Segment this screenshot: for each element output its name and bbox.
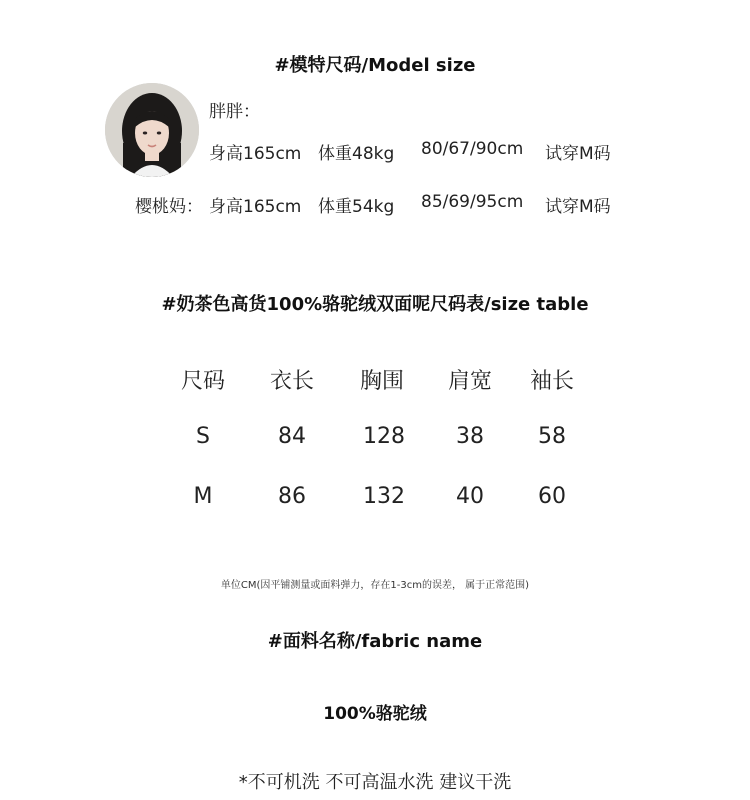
model-1-tried-size: 试穿M码 [545, 144, 611, 164]
size-table-header-sleeve: 袖长 [529, 369, 574, 394]
model-avatar [105, 83, 199, 177]
size-table-cell: 86 [278, 484, 306, 509]
size-table-cell: M [193, 484, 213, 509]
model-1-measurements: 80/67/90cm [421, 139, 524, 159]
size-table-cell: 132 [363, 484, 405, 509]
size-table-header-length: 衣长 [269, 369, 314, 394]
model-1-height: 身高165cm [209, 144, 302, 164]
size-table-note: 单位CM(因平铺测量或面料弹力，存在1-3cm的误差， 属于正常范围) [220, 580, 530, 591]
size-table-cell: 84 [278, 424, 306, 449]
fabric-name-value: 100%骆驼绒 [323, 704, 427, 724]
size-table-cell: 60 [538, 484, 566, 509]
size-table-header-size: 尺码 [180, 369, 225, 394]
size-table-cell: 38 [456, 424, 484, 449]
model-2-measurements: 85/69/95cm [421, 192, 524, 212]
fabric-name-heading: #面料名称/fabric name [267, 631, 483, 652]
size-table-cell: 128 [363, 424, 405, 449]
care-instructions: *不可机洗 不可高温水洗 建议干洗 [238, 772, 512, 793]
size-table-cell: 58 [538, 424, 566, 449]
model-photo-image [105, 83, 199, 177]
size-table-header-shoulder: 肩宽 [447, 369, 492, 394]
model-2-height: 身高165cm [209, 197, 302, 217]
model-size-heading: #模特尺码/Model size [274, 55, 476, 76]
size-table-cell: 40 [456, 484, 484, 509]
model-2-name: 樱桃妈： [135, 197, 203, 217]
size-table-header-bust: 胸围 [359, 369, 404, 394]
size-table-cell: S [196, 424, 210, 449]
model-1-weight: 体重48kg [318, 144, 395, 164]
size-table-heading: #奶茶色高货100%骆驼绒双面呢尺码表/size table [161, 294, 589, 315]
model-2-weight: 体重54kg [318, 197, 395, 217]
model-2-tried-size: 试穿M码 [545, 197, 611, 217]
model-1-name: 胖胖： [209, 102, 260, 122]
